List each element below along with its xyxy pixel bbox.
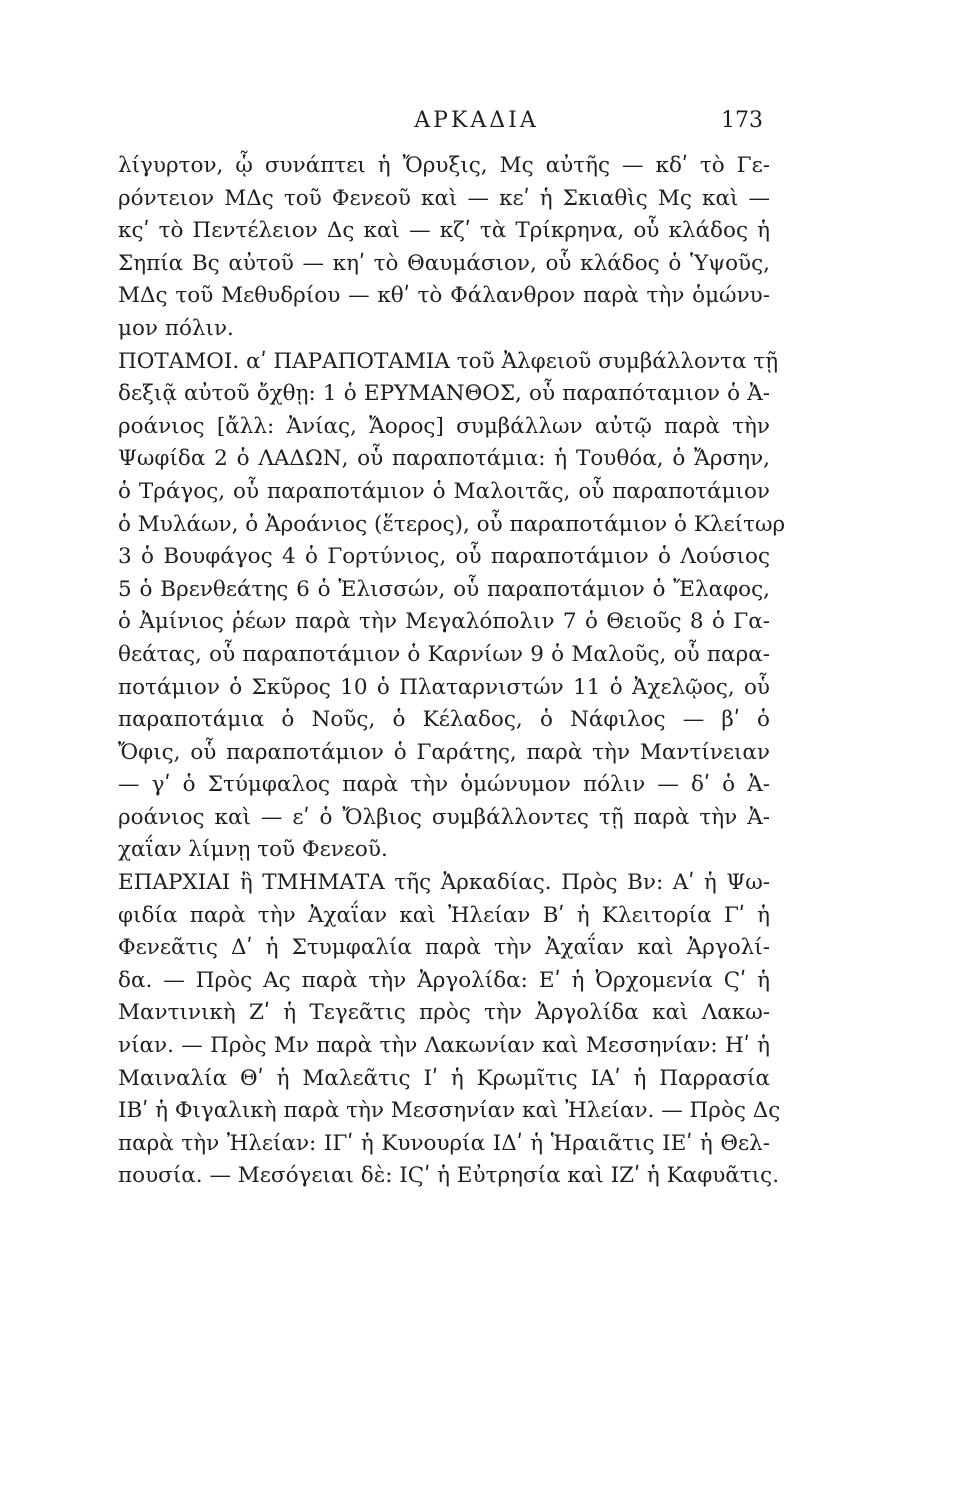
page-number: 173 — [721, 108, 763, 133]
text-line: Ὄφις, οὗ παραποτάμιον ὁ Γαράτης, παρὰ τὴν Μαντίνειαν — [118, 739, 770, 765]
text-line: νίαν. — Πρὸς Μν παρὰ τὴν Λακωνίαν καὶ Μεσσηνίαν: Ηʹ ἡ — [118, 1033, 770, 1059]
text-line: παρὰ τὴν Ἠλείαν: ΙΓʹ ἡ Κυνουρία ΙΔʹ ἡ Ἡραιᾶτις ΙΕʹ ἡ Θελ- — [118, 1130, 770, 1156]
text-line: ρόντειον ΜΔς τοῦ Φενεοῦ καὶ — κεʹ ἡ Σκιαθὶς Μς καὶ — — [118, 185, 770, 211]
text-line: — γʹ ὁ Στύμφαλος παρὰ τὴν ὁμώνυμον πόλιν — δʹ ὁ Ἀ- — [118, 772, 770, 798]
text-line: Μαντινικὴ Ζʹ ἡ Τεγεᾶτις πρὸς τὴν Ἀργολίδα καὶ Λακω- — [118, 1000, 770, 1026]
text-line: ροάνιος [ἄλλ: Ἀνίας, Ἄορος] συμβάλλων αὐτῷ παρὰ τὴν — [118, 413, 770, 439]
text-line: ὁ Τράγος, οὗ παραποτάμιον ὁ Μαλοιτᾶς, οὗ παραποτάμιον — [118, 478, 770, 504]
text-line: φιδία παρὰ τὴν Ἀχαΐαν καὶ Ἠλείαν Βʹ ἡ Κλειτορία Γʹ ἡ — [118, 902, 770, 928]
text-line: ΠΟΤΑΜΟΙ. αʹ ΠΑΡΑΠΟΤΑΜΙΑ τοῦ Ἀλφειοῦ συμβάλλοντα τῇ — [118, 348, 779, 374]
text-line: δεξιᾷ αὐτοῦ ὄχθῃ: 1 ὁ ΕΡΥΜΑΝΘΟΣ, οὗ παραπόταμιον ὁ Ἀ- — [118, 381, 770, 407]
text-line: χαΐαν λίμνῃ τοῦ Φενεοῦ. — [118, 837, 388, 863]
text-line: κςʹ τὸ Πεντέλειον Δς καὶ — κζʹ τὰ Τρίκρηνα, οὗ κλάδος ἡ — [118, 218, 770, 244]
text-line: Ψωφίδα 2 ὁ ΛΑΔΩΝ, οὗ παραποτάμια: ἡ Τουθόα, ὁ Ἄρσην, — [118, 446, 770, 472]
text-line: ΕΠΑΡΧΙΑΙ ἢ ΤΜΗΜΑΤΑ τῆς Ἀρκαδίας. Πρὸς Βν: Αʹ ἡ Ψω- — [118, 870, 770, 896]
text-line: Μαιναλία Θʹ ἡ Μαλεᾶτις Ιʹ ἡ Κρωμῖτις ΙΑʹ ἡ Παρρασία — [118, 1065, 770, 1091]
running-head — [0, 108, 953, 140]
text-line: 3 ὁ Βουφάγος 4 ὁ Γορτύνιος, οὗ παραποτάμιον ὁ Λούσιος — [118, 544, 770, 570]
text-line: Σηπία Βς αὐτοῦ — κηʹ τὸ Θαυμάσιον, οὗ κλάδος ὁ Ὑψοῦς, — [118, 250, 770, 276]
text-line: ΜΔς τοῦ Μεθυδρίου — κθʹ τὸ Φάλανθρον παρὰ τὴν ὁμώνυ- — [118, 283, 770, 309]
text-line: ροάνιος καὶ — εʹ ὁ Ὄλβιος συμβάλλοντες τῇ παρὰ τὴν Ἀ- — [118, 804, 770, 830]
text-line: θεάτας, οὗ παραποτάμιον ὁ Καρνίων 9 ὁ Μαλοῦς, οὗ παρα- — [118, 641, 770, 667]
body-text — [118, 150, 786, 1193]
text-line: ὁ Μυλάων, ὁ Ἀροάνιος (ἕτερος), οὗ παραποτάμιον ὁ Κλείτωρ — [118, 511, 786, 537]
text-line: ποτάμιον ὁ Σκῦρος 10 ὁ Πλαταρνιστών 11 ὁ Ἀχελῷος, οὗ — [118, 674, 770, 700]
text-line: πουσία. — Μεσόγειαι δὲ: ΙϚʹ ἡ Εὐτρησία καὶ ΙΖʹ ἡ Καφυᾶτις. — [118, 1163, 780, 1189]
text-line: ὁ Ἀμίνιος ῥέων παρὰ τὴν Μεγαλόπολιν 7 ὁ Θειοῦς 8 ὁ Γα- — [118, 609, 770, 635]
text-line: Φενεᾶτις Δʹ ἡ Στυμφαλία παρὰ τὴν Ἀχαΐαν καὶ Ἀργολί- — [118, 935, 770, 961]
text-line: ΙΒʹ ἡ Φιγαλικὴ παρὰ τὴν Μεσσηνίαν καὶ Ἠλείαν. — Πρὸς Δς — [118, 1098, 781, 1124]
running-title: ΑΡΚΑΔΙΑ — [414, 108, 539, 133]
text-line: μον πόλιν. — [118, 315, 234, 341]
text-line: λίγυρτον, ᾧ συνάπτει ἡ Ὄρυξις, Μς αὐτῆς — κδʹ τὸ Γε- — [118, 153, 770, 178]
text-line: παραποτάμια ὁ Νοῦς, ὁ Κέλαδος, ὁ Νάφιλος — βʹ ὁ — [118, 707, 770, 733]
text-line: 5 ὁ Βρενθεάτης 6 ὁ Ἑλισσών, οὗ παραποτάμιον ὁ Ἔλαφος, — [118, 576, 770, 602]
text-line: δα. — Πρὸς Ας παρὰ τὴν Ἀργολίδα: Εʹ ἡ Ὀρχομενία Ϛʹ ἡ — [118, 967, 770, 993]
